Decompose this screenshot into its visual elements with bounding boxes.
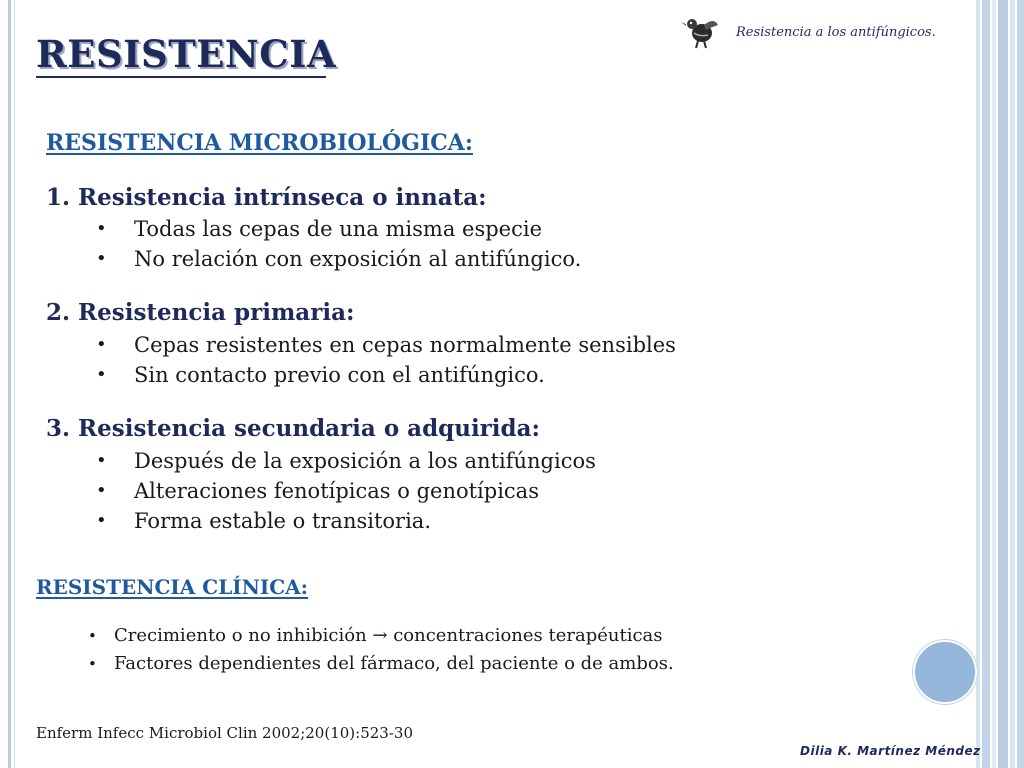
section-heading-microbiological: RESISTENCIA MICROBIOLÓGICA: (46, 130, 473, 156)
header-subtitle: Resistencia a los antifúngicos. (736, 24, 936, 40)
bullet-list-intrinsic (96, 214, 581, 274)
bullet-glyph: • (96, 450, 107, 471)
list-item (96, 330, 676, 360)
bullet-glyph: • (96, 248, 107, 269)
list-item (88, 650, 674, 678)
bullet-glyph: • (96, 218, 107, 239)
item-heading-primary: 2. Resistencia primaria: (46, 299, 355, 326)
item-heading-secondary: 3. Resistencia secundaria o adquirida: (46, 415, 541, 442)
bullet-glyph: • (88, 655, 97, 673)
bullet-glyph: • (88, 627, 97, 645)
title-underline (36, 76, 326, 78)
frame-left-line (8, 0, 11, 768)
list-item (96, 476, 596, 506)
author-signature: Dilia K. Martínez Méndez (800, 744, 981, 758)
reference-citation: Enferm Infecc Microbiol Clin 2002;20(10):523-30 (36, 724, 413, 742)
header-right (680, 14, 936, 50)
bullet-glyph: • (96, 480, 107, 501)
list-item-text: Después de la exposición a los antifúngicos (134, 449, 596, 473)
frame-right-stripes (976, 0, 1024, 768)
section-heading-clinical: RESISTENCIA CLÍNICA: (36, 575, 309, 599)
list-item (96, 446, 596, 476)
list-item-text: Factores dependientes del fármaco, del paciente o de ambos. (114, 653, 674, 674)
list-item-text: Cepas resistentes en cepas normalmente sensibles (134, 333, 676, 357)
decorative-circle (913, 640, 977, 704)
list-item (96, 506, 596, 536)
bullet-glyph: • (96, 334, 107, 355)
list-item-text: Alteraciones fenotípicas o genotípicas (134, 479, 539, 503)
list-item (96, 360, 676, 390)
bullet-list-clinical (88, 622, 674, 678)
list-item-text: Todas las cepas de una misma especie (134, 217, 543, 241)
list-item (96, 244, 581, 274)
item-heading-intrinsic: 1. Resistencia intrínseca o innata: (46, 184, 487, 211)
list-item-text: Sin contacto previo con el antifúngico. (134, 363, 545, 387)
frame-left-thin-line (14, 0, 15, 768)
bullet-list-primary (96, 330, 676, 390)
list-item (96, 214, 581, 244)
list-item-text: Crecimiento o no inhibición → concentraciones terapéuticas (114, 625, 663, 646)
list-item (88, 622, 674, 650)
list-item-text: No relación con exposición al antifúngico. (134, 247, 582, 271)
bird-logo-icon (680, 15, 720, 49)
list-item-text: Forma estable o transitoria. (134, 509, 432, 533)
page-title: RESISTENCIA (36, 32, 337, 76)
bullet-list-secondary (96, 446, 596, 536)
bullet-glyph: • (96, 364, 107, 385)
bullet-glyph: • (96, 510, 107, 531)
